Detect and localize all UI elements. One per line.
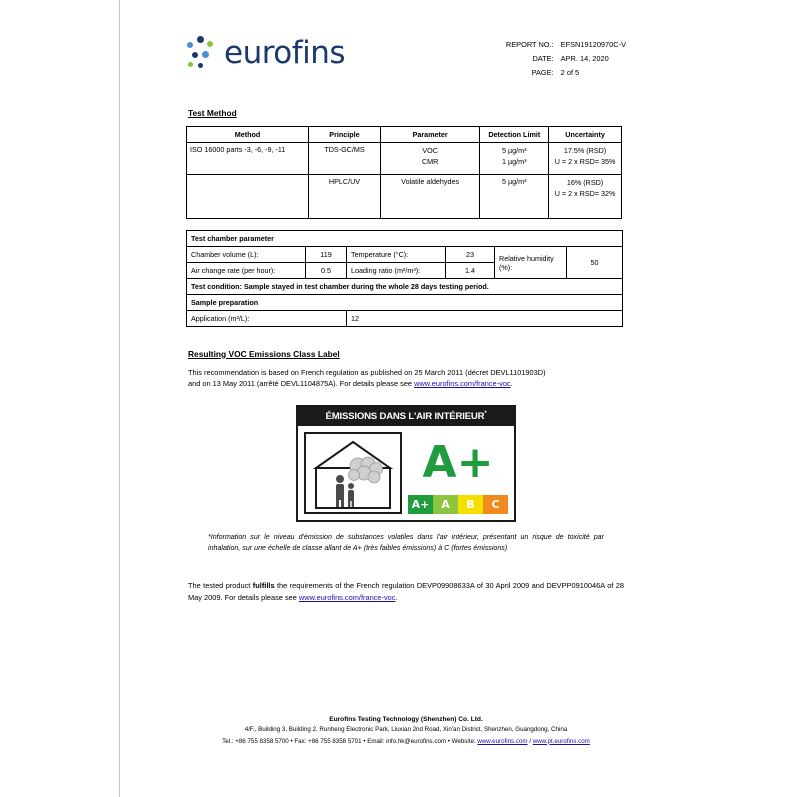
cell-parameter: Volatile aldehydes (380, 175, 480, 219)
document-header (186, 34, 626, 90)
chamber-title-row (187, 231, 623, 247)
cell-principle: HPLC/UV (309, 175, 381, 219)
final-bold: fulfills (252, 581, 275, 591)
test-method-title: Test Method (188, 108, 237, 118)
chamber-volume-label: Chamber volume (L): (187, 247, 306, 263)
voc-label-graphic (186, 405, 626, 522)
loading-ratio-value: 1.4 (446, 263, 495, 279)
cell-dl-line1: 5 µg/m³ (502, 146, 527, 155)
chamber-volume-value: 119 (306, 247, 347, 263)
page-margin-rule (119, 0, 120, 797)
cell-unc-line1: 17.5% (RSD) (563, 146, 607, 155)
date-value: APR. 14, 2020 (560, 54, 609, 64)
footer-contact-pre: Tel.: +86 755 8358 5700 • Fax: +86 755 8358 5701 • Email: info.hk@eurofins.com • Website: (222, 737, 478, 745)
recommendation-line2-pre: and on 13 May 2011 (arrêté DEVL1104875A). For details please see (188, 379, 415, 389)
scale-item-a: A (433, 495, 458, 514)
th-parameter: Parameter (380, 127, 480, 143)
voc-label-body (298, 426, 514, 520)
table-row (187, 247, 623, 263)
recommendation-text (188, 367, 624, 389)
report-no-label: REPORT NO.: (505, 40, 554, 49)
cell-uncertainty (549, 175, 622, 219)
logo-text: eurofins (224, 34, 346, 71)
cell-unc-line2: U = 2 x RSD= 35% (554, 157, 616, 167)
recommendation-line2-post: . (510, 379, 513, 389)
chamber-title: Test chamber parameter (187, 231, 623, 247)
loading-ratio-label: Loading ratio (m²/m³): (347, 263, 446, 279)
cell-principle: TDS-GC/MS (309, 143, 381, 175)
footer-contact (186, 737, 626, 747)
footer-address: 4/F., Building 3, Building 2, Runheng Electronic Park, Liuxian 2nd Road, Xin'an District, Shenzhen, Guangdong, China (244, 726, 568, 733)
scale-item-c: C (483, 495, 508, 514)
voc-class-title: Resulting VOC Emissions Class Label (188, 349, 340, 359)
temperature-label: Temperature (°C): (347, 247, 446, 263)
cell-detection-limit (480, 143, 549, 175)
france-voc-link-2[interactable]: www.eurofins.com/france-voc (298, 592, 396, 602)
air-change-label: Air change rate (per hour): (187, 263, 306, 279)
report-meta (498, 38, 626, 80)
method-table-header-row (187, 127, 622, 143)
date-row (498, 52, 626, 66)
page-content (186, 34, 626, 603)
footer-company: Eurofins Testing Technology (Shenzhen) Co. Ltd. (329, 716, 483, 723)
footer-website-2[interactable]: www.pt.eurofins.com (532, 737, 590, 745)
voc-label-banner (298, 407, 514, 426)
cell-parameter-line2: CMR (421, 157, 439, 167)
final-mid: the requirements of the French regulation DEVP09908633A of 30 April 2009 and DEVPP0910046A of 28 May 2009. For details please see (188, 581, 624, 602)
air-change-value: 0.5 (306, 263, 347, 279)
table-row (187, 175, 622, 219)
cell-unc-line2: U = 2 x RSD= 32% (554, 189, 616, 199)
application-value: 12 (347, 311, 623, 327)
voc-grade-value: A+ (422, 436, 494, 488)
test-condition-row (187, 279, 623, 295)
cell-method: ISO 16000 parts -3, -6, -9, -11 (187, 143, 309, 175)
th-method: Method (187, 127, 309, 143)
final-pre: The tested product (188, 581, 253, 591)
relative-humidity-label: Relative humidity (%): (495, 247, 567, 279)
date-label: DATE: (532, 54, 554, 64)
house-with-family-icon (306, 434, 400, 512)
sample-preparation-title: Sample preparation (187, 295, 623, 311)
voc-label-banner-text: ÉMISSIONS DANS L'AIR INTÉRIEUR (325, 411, 485, 423)
relative-humidity-value: 50 (567, 247, 623, 279)
th-detection-limit: Detection Limit (480, 127, 549, 143)
cell-unc-line1: 16% (RSD) (566, 178, 604, 187)
final-post: . (395, 592, 398, 602)
voc-grade-area (408, 432, 508, 514)
cell-method (187, 175, 309, 219)
test-condition: Test condition: Sample stayed in test chamber during the whole 28 days testing period. (187, 279, 623, 295)
logo-dots-icon (186, 36, 220, 70)
house-icon (304, 432, 402, 514)
method-table (186, 126, 622, 219)
th-principle: Principle (309, 127, 381, 143)
footer-contact-mid: / (527, 737, 533, 745)
final-statement (188, 580, 624, 603)
cell-uncertainty (549, 143, 622, 175)
sample-prep-row (187, 295, 623, 311)
chamber-table (186, 230, 623, 327)
eurofins-logo (186, 36, 345, 70)
page-value: 2 of 5 (560, 68, 580, 78)
france-voc-link[interactable]: www.eurofins.com/france-voc (414, 379, 511, 389)
report-no-row (498, 38, 626, 52)
temperature-value: 23 (446, 247, 495, 263)
voc-label-footnote: *Information sur le niveau d'émission de substances volatiles dans l'air intérieur, présentant un risque de toxicité par inhalation, sur une échelle de classe allant de A+ (très faibles émissions) à C (fortes émissions) (208, 533, 604, 553)
footer-website-1[interactable]: www.eurofins.com (477, 737, 528, 745)
page-label: PAGE: (531, 68, 554, 78)
table-row (187, 311, 623, 327)
scale-item-b: B (458, 495, 483, 514)
document-footer (186, 716, 626, 746)
application-label: Application (m²/L): (187, 311, 347, 327)
report-no-value: EFSN19120970C-V (560, 40, 626, 49)
cell-detection-limit: 5 µg/m³ (480, 175, 549, 219)
cell-dl-line2: 1 µg/m³ (502, 157, 527, 167)
cell-parameter-line1: VOC (422, 146, 438, 155)
table-row (187, 143, 622, 175)
voc-label-banner-sup: * (484, 411, 487, 418)
cell-parameter (380, 143, 480, 175)
voc-grade-scale (408, 495, 508, 514)
recommendation-line1: This recommendation is based on French regulation as published on 25 March 2011 (décret DEVL1101903D) (188, 368, 546, 377)
page-row (498, 66, 626, 80)
voc-label-box (296, 405, 516, 522)
th-uncertainty: Uncertainty (549, 127, 622, 143)
scale-item-a-plus: A+ (408, 495, 433, 514)
